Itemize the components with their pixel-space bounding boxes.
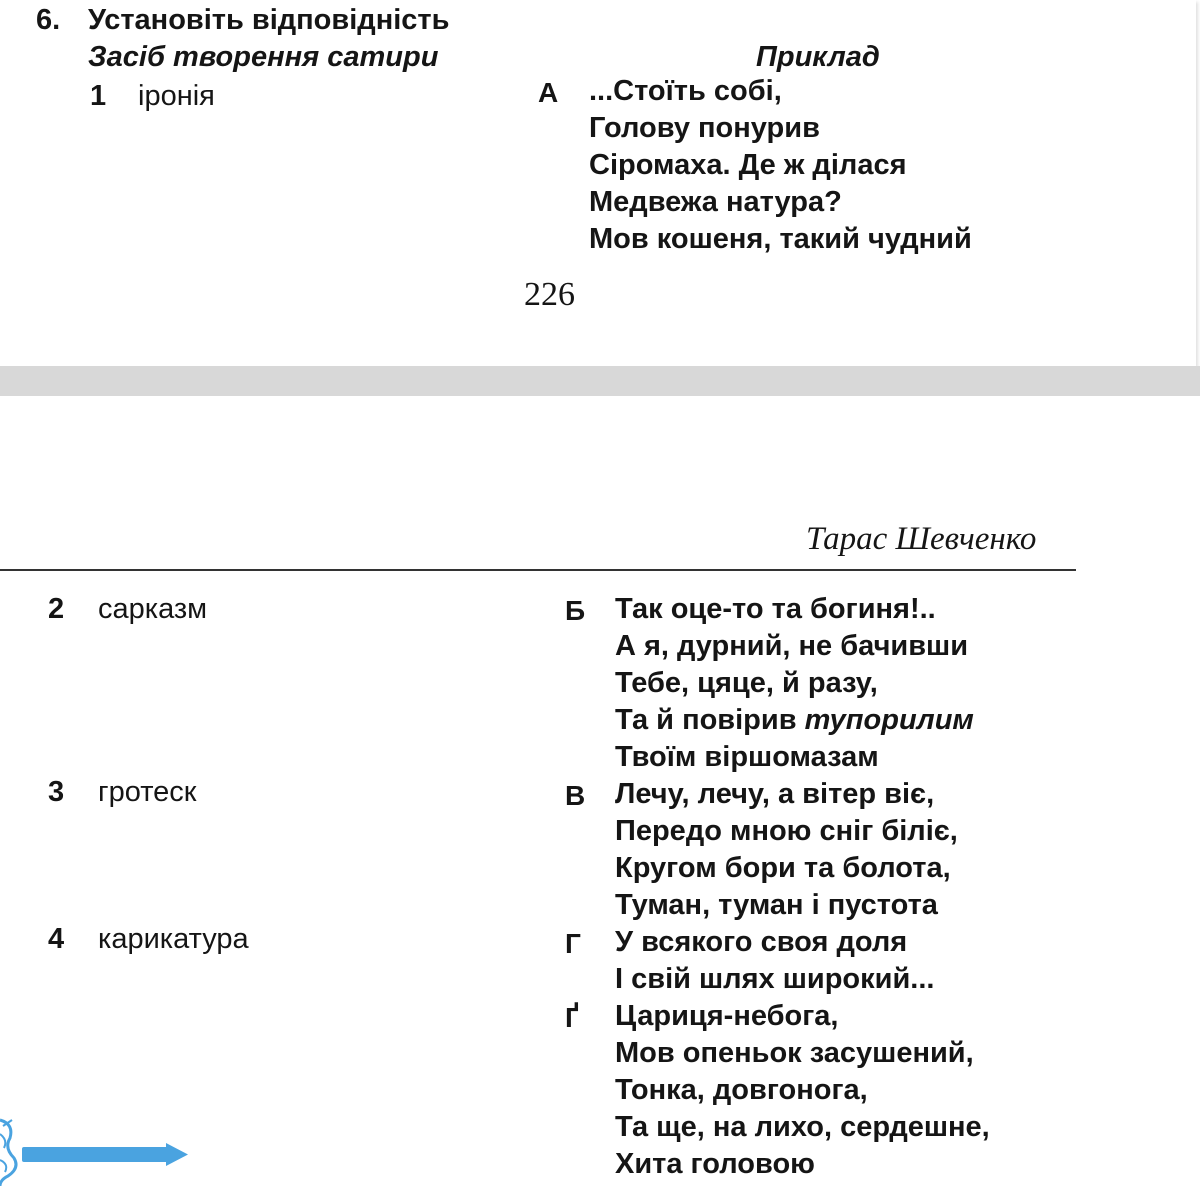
divider [0, 569, 1076, 571]
left-column-header: Засіб творення сатири [88, 41, 439, 73]
term-number: 4 [48, 923, 65, 955]
page-top [0, 0, 1196, 366]
page-number: 226 [524, 276, 575, 313]
example-line: Передо мною сніг біліє, [615, 815, 958, 847]
example-line: Кругом бори та болота, [615, 852, 951, 884]
term-number: 1 [90, 80, 107, 112]
example-line: Голову понурив [589, 112, 820, 144]
example-line: Тонка, довгонога, [615, 1074, 868, 1106]
example-letter: Г [565, 928, 581, 959]
example-line: Лечу, лечу, а вітер віє, [615, 778, 935, 810]
term-number: 2 [48, 593, 65, 625]
term-label: сарказм [98, 593, 208, 625]
example-letter: А [538, 77, 559, 108]
example-line: Та ще, на лихо, сердешне, [615, 1111, 990, 1143]
author: Тарас Шевченко [806, 521, 1037, 557]
question-number: 6. [36, 4, 61, 36]
example-line: А я, дурний, не бачивши [615, 630, 969, 662]
term-label: іронія [138, 80, 215, 112]
example-line: Туман, туман і пустота [615, 889, 938, 921]
page-gap [0, 366, 1200, 396]
example-line: Твоїм віршомазам [615, 741, 879, 773]
example-line: І свій шлях широкий... [615, 963, 935, 995]
example-line: Медвежа натура? [589, 186, 842, 218]
arrow-right-icon [22, 1143, 188, 1166]
page-bottom [0, 396, 1200, 1189]
term-label: гротеск [98, 776, 197, 808]
example-line: Так оце-то та богиня!.. [615, 593, 936, 625]
question-title: Установіть відповідність [88, 4, 450, 36]
term-label: карикатура [98, 923, 249, 955]
example-line: Мов опеньок засушений, [615, 1037, 974, 1069]
example-line: Та й повірив тупорилим [615, 704, 974, 736]
example-line: У всякого своя доля [615, 926, 908, 958]
example-letter: Б [565, 595, 586, 626]
example-letter: Ґ [565, 1002, 579, 1033]
example-line: Сіромаха. Де ж ділася [589, 149, 907, 181]
right-column-header: Приклад [756, 41, 880, 73]
example-line: ...Стоїть собі, [589, 75, 782, 107]
example-line: Мов кошеня, такий чудний [589, 223, 972, 255]
example-line: Хита головою [615, 1148, 815, 1180]
term-number: 3 [48, 776, 65, 808]
example-line: Тебе, цяце, й разу, [615, 667, 878, 699]
example-line: Цариця-небога, [615, 1000, 839, 1032]
example-letter: В [565, 780, 586, 811]
decorative-ornament-icon [0, 1114, 200, 1189]
